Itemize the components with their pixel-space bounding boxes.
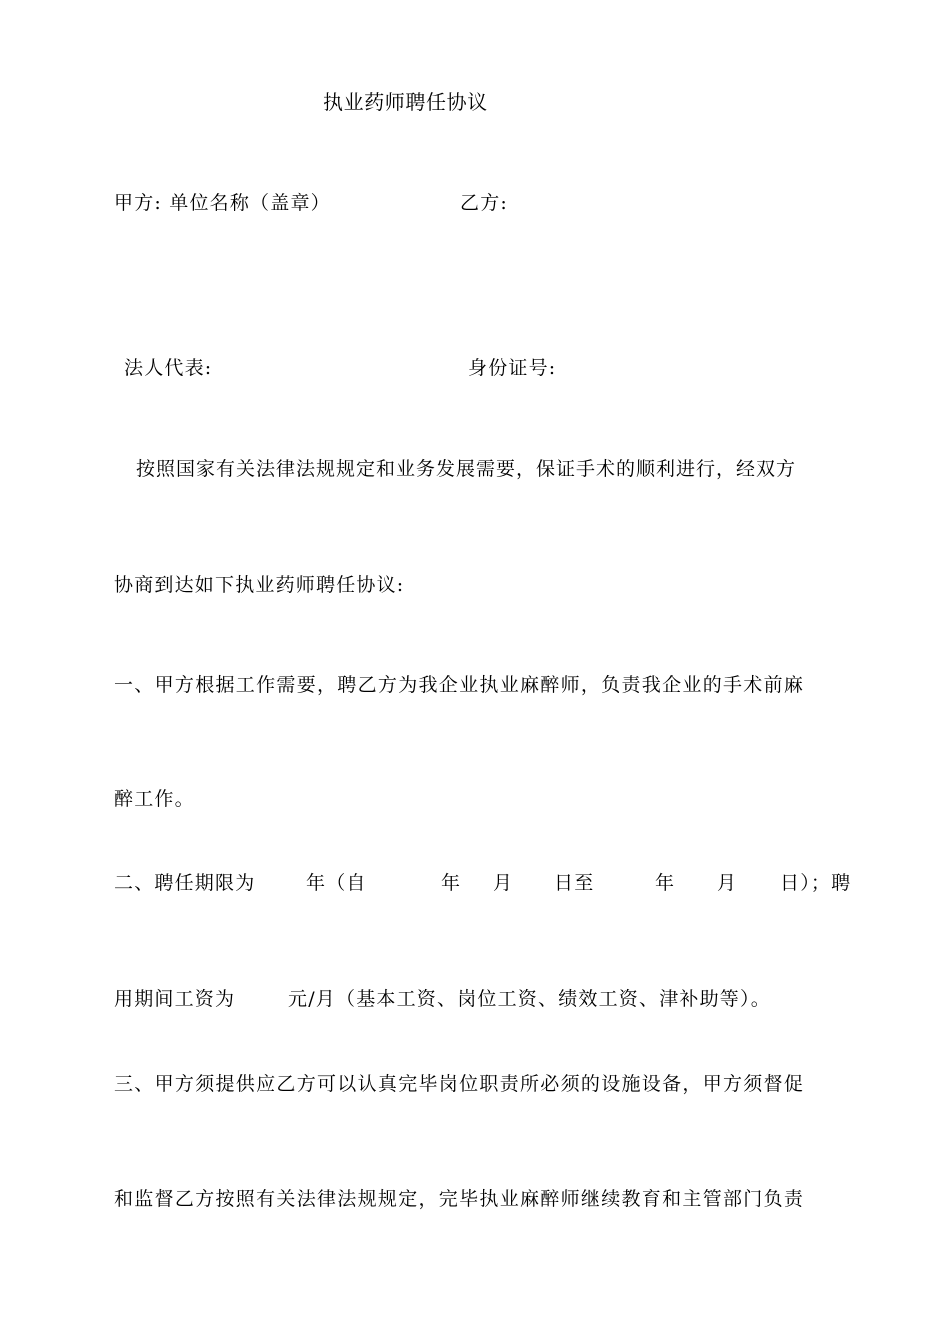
document-title: 执业药师聘任协议 bbox=[323, 90, 488, 114]
party-a-label: 甲方: 单位名称（盖章） bbox=[114, 192, 331, 214]
legal-rep-label: 法人代表: bbox=[124, 357, 213, 379]
clause-2-years-label: 年（自 bbox=[306, 872, 367, 894]
clause-2-start-month: 月 bbox=[493, 872, 514, 894]
clause-2-start-day: 日至 bbox=[554, 872, 595, 894]
clause-3-line-2: 和监督乙方按照有关法律法规规定，完毕执业麻醉师继续教育和主管部门负责 bbox=[114, 1188, 805, 1210]
clause-2-end-month: 月 bbox=[717, 872, 738, 894]
clause-2-end-year: 年 bbox=[655, 872, 676, 894]
party-b-label: 乙方: bbox=[460, 192, 509, 214]
clause-2-end-day: 日）；聘 bbox=[780, 872, 852, 894]
clause-1-line-1: 一、甲方根据工作需要，聘乙方为我企业执业麻醉师，负责我企业的手术前麻 bbox=[114, 674, 805, 696]
clause-2-start-year: 年 bbox=[441, 872, 462, 894]
clause-2-term-label: 二、聘任期限为 bbox=[114, 872, 256, 894]
id-number-label: 身份证号: bbox=[468, 357, 557, 379]
intro-paragraph-line-2: 协商到达如下执业药师聘任协议: bbox=[114, 574, 405, 596]
clause-2-salary-detail: 元/月（基本工资、岗位工资、绩效工资、津补助等）。 bbox=[288, 988, 771, 1010]
clause-3-line-1: 三、甲方须提供应乙方可以认真完毕岗位职责所必须的设施设备，甲方须督促 bbox=[114, 1073, 805, 1095]
clause-1-line-2: 醉工作。 bbox=[114, 788, 195, 810]
clause-2-salary-label: 用期间工资为 bbox=[114, 988, 236, 1010]
intro-paragraph-line-1: 按照国家有关法律法规规定和业务发展需要，保证手术的顺利进行，经双方 bbox=[136, 458, 797, 480]
